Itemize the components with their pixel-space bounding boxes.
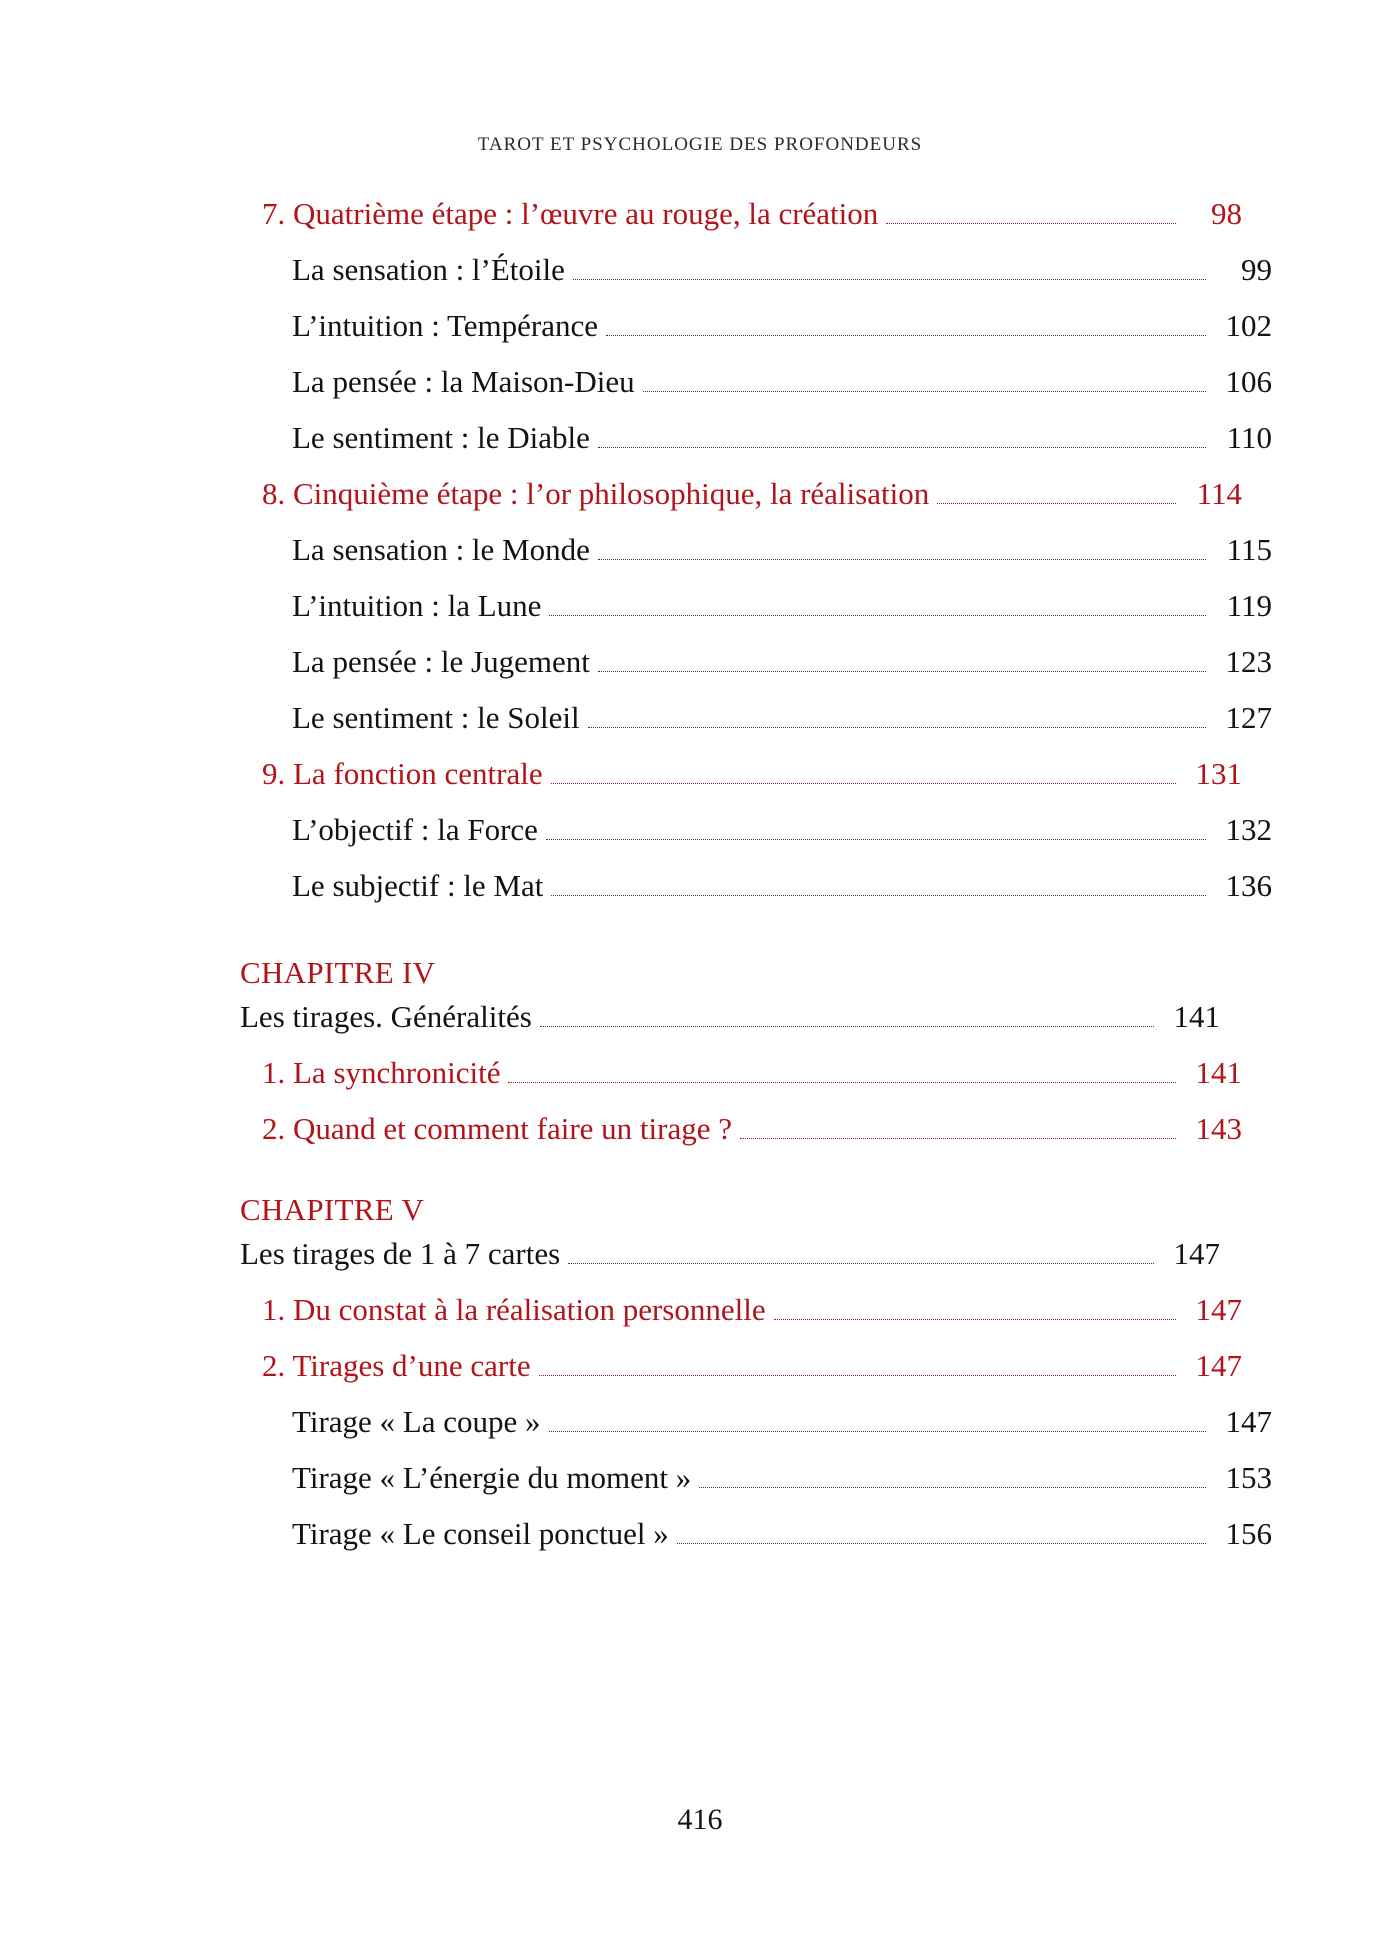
toc-entry[interactable] [240,308,1272,345]
toc-entry-label: L’objectif : la Force [292,812,538,847]
leader-dots [568,1262,1154,1264]
toc-entry-page: 110 [1226,420,1272,455]
leader-dots [740,1137,1176,1139]
leader-dots [588,726,1206,728]
toc-entry-page: 119 [1226,588,1272,623]
toc-entry[interactable] [240,420,1272,457]
chapter-heading: CHAPITRE V [240,1192,425,1227]
toc-entry[interactable] [240,999,1220,1036]
toc-entry-page: 131 [1195,756,1242,791]
toc-entry[interactable] [240,1292,1242,1329]
toc-entry-page: 98 [1211,196,1242,231]
leader-dots [549,1430,1206,1432]
leader-dots [508,1081,1176,1083]
toc-entry-label: Les tirages. Généralités [240,999,532,1034]
toc-entry[interactable] [240,1236,1220,1273]
toc-entry-page: 147 [1225,1404,1272,1439]
toc-entry[interactable] [240,364,1272,401]
leader-dots [573,278,1206,280]
toc-entry[interactable] [240,756,1242,793]
toc-entry-page: 136 [1225,868,1272,903]
toc-entry-page: 156 [1225,1516,1272,1551]
leader-dots [539,1374,1176,1376]
leader-dots [677,1542,1206,1544]
toc-entry-label: Tirage « La coupe » [292,1404,541,1439]
toc-entry-label: 9. La fonction centrale [262,756,543,791]
toc-entry[interactable] [240,1348,1242,1385]
toc-entry-page: 102 [1225,308,1272,343]
running-head: TAROT ET PSYCHOLOGIE DES PROFONDEURS [477,134,923,155]
toc-entry-page: 99 [1241,252,1272,287]
toc-entry-page: 114 [1196,476,1242,511]
toc-entry-label: L’intuition : la Lune [292,588,542,623]
toc-entry-page: 127 [1225,700,1272,735]
toc-entry-page: 141 [1173,999,1220,1034]
toc-entry-label: Tirage « L’énergie du moment » [292,1460,692,1495]
toc-entry-page: 115 [1226,532,1272,567]
toc-entry-label: 8. Cinquième étape : l’or philosophique, la réalisation [262,476,930,511]
leader-dots [606,334,1206,336]
toc-entry[interactable] [240,868,1272,905]
toc-entry-label: 1. La synchronicité [262,1055,501,1090]
leader-dots [549,614,1206,616]
toc-entry[interactable] [240,588,1272,625]
leader-dots [774,1318,1176,1320]
toc-entry-page: 143 [1195,1111,1242,1146]
toc-entry-label: 1. Du constat à la réalisation personnelle [262,1292,766,1327]
toc-entry[interactable] [240,700,1272,737]
toc-entry[interactable] [240,1404,1272,1441]
toc-entry-page: 123 [1225,644,1272,679]
toc-entry[interactable] [240,252,1272,289]
table-of-contents [240,196,1272,1572]
toc-entry[interactable] [240,1516,1272,1553]
toc-entry[interactable] [240,1055,1242,1092]
leader-dots [598,446,1206,448]
toc-entry-label: Tirage « Le conseil ponctuel » [292,1516,669,1551]
toc-entry[interactable] [240,476,1242,513]
toc-entry-page: 147 [1195,1348,1242,1383]
toc-entry[interactable] [240,1111,1242,1148]
toc-entry[interactable] [240,812,1272,849]
toc-entry[interactable] [240,1460,1272,1497]
toc-entry-label: Le subjectif : le Mat [292,868,544,903]
toc-entry-page: 147 [1195,1292,1242,1327]
toc-entry[interactable] [240,196,1242,233]
toc-entry-label: 2. Quand et comment faire un tirage ? [262,1111,732,1146]
toc-entry-label: 2. Tirages d’une carte [262,1348,531,1383]
toc-group-chapitre-v [240,1192,1272,1553]
leader-dots [643,390,1206,392]
toc-entry[interactable] [240,644,1272,681]
toc-entry-label: Le sentiment : le Soleil [292,700,580,735]
toc-entry-page: 147 [1173,1236,1220,1271]
leader-dots [937,502,1176,504]
toc-entry-page: 106 [1225,364,1272,399]
toc-entry[interactable] [240,532,1272,569]
toc-entry-label: La pensée : le Jugement [292,644,590,679]
toc-entry-page: 141 [1195,1055,1242,1090]
leader-dots [699,1486,1206,1488]
toc-entry-label: L’intuition : Tempérance [292,308,599,343]
toc-entry-label: La sensation : l’Étoile [292,252,565,287]
toc-entry-label: 7. Quatrième étape : l’œuvre au rouge, la création [262,196,879,231]
toc-entry-label: Le sentiment : le Diable [292,420,590,455]
leader-dots [546,838,1206,840]
leader-dots [598,670,1206,672]
toc-entry-label: Les tirages de 1 à 7 cartes [240,1236,561,1271]
chapter-heading: CHAPITRE IV [240,955,436,990]
leader-dots [540,1025,1154,1027]
toc-group-chapter-iii-continued [240,196,1272,905]
leader-dots [551,894,1206,896]
leader-dots [886,222,1176,224]
toc-group-chapitre-iv [240,955,1242,1148]
toc-entry-label: La pensée : la Maison-Dieu [292,364,635,399]
toc-entry-page: 132 [1225,812,1272,847]
leader-dots [598,558,1206,560]
toc-entry-label: La sensation : le Monde [292,532,590,567]
page-number: 416 [677,1803,723,1836]
leader-dots [551,782,1176,784]
toc-entry-page: 153 [1225,1460,1272,1495]
